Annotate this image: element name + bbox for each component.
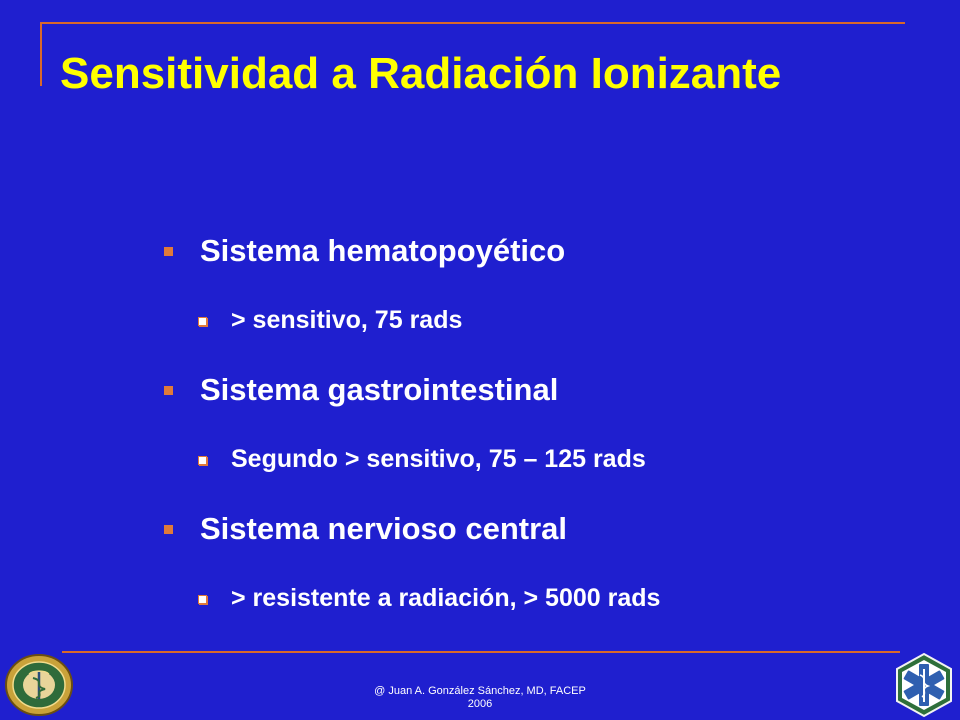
bullet-text: Sistema hematopoyético	[200, 233, 566, 268]
sub-bullet-item	[164, 295, 924, 365]
hollow-square-bullet-icon	[198, 595, 207, 604]
sub-bullet-text: Segundo > sensitivo, 75 – 125 rads	[231, 445, 646, 473]
bullet-item	[164, 504, 924, 577]
square-bullet-icon	[164, 247, 173, 256]
bullet-text: Sistema gastrointestinal	[200, 372, 559, 407]
bullet-item	[164, 365, 924, 438]
bottom-rule	[62, 651, 900, 653]
sub-bullet-item	[164, 434, 924, 504]
sub-bullet-item	[164, 573, 924, 643]
bullet-item	[164, 226, 924, 299]
left-rule	[40, 22, 42, 86]
hollow-square-bullet-icon	[198, 317, 207, 326]
star-of-life-logo-icon	[891, 652, 957, 718]
slide-title: Sensitividad a Radiación Ionizante	[60, 49, 782, 98]
footer-credit	[300, 685, 660, 711]
school-seal-logo-icon	[2, 652, 76, 718]
bullet-text: Sistema nervioso central	[200, 511, 567, 546]
square-bullet-icon	[164, 386, 173, 395]
top-rule	[40, 22, 905, 24]
square-bullet-icon	[164, 525, 173, 534]
hollow-square-bullet-icon	[198, 456, 207, 465]
sub-bullet-text: > resistente a radiación, > 5000 rads	[231, 584, 661, 612]
sub-bullet-text: > sensitivo, 75 rads	[231, 306, 463, 334]
footer-year: 2006	[467, 698, 493, 710]
footer-author: @ Juan A. González Sánchez, MD, FACEP	[374, 685, 586, 697]
bullet-list	[164, 226, 924, 643]
